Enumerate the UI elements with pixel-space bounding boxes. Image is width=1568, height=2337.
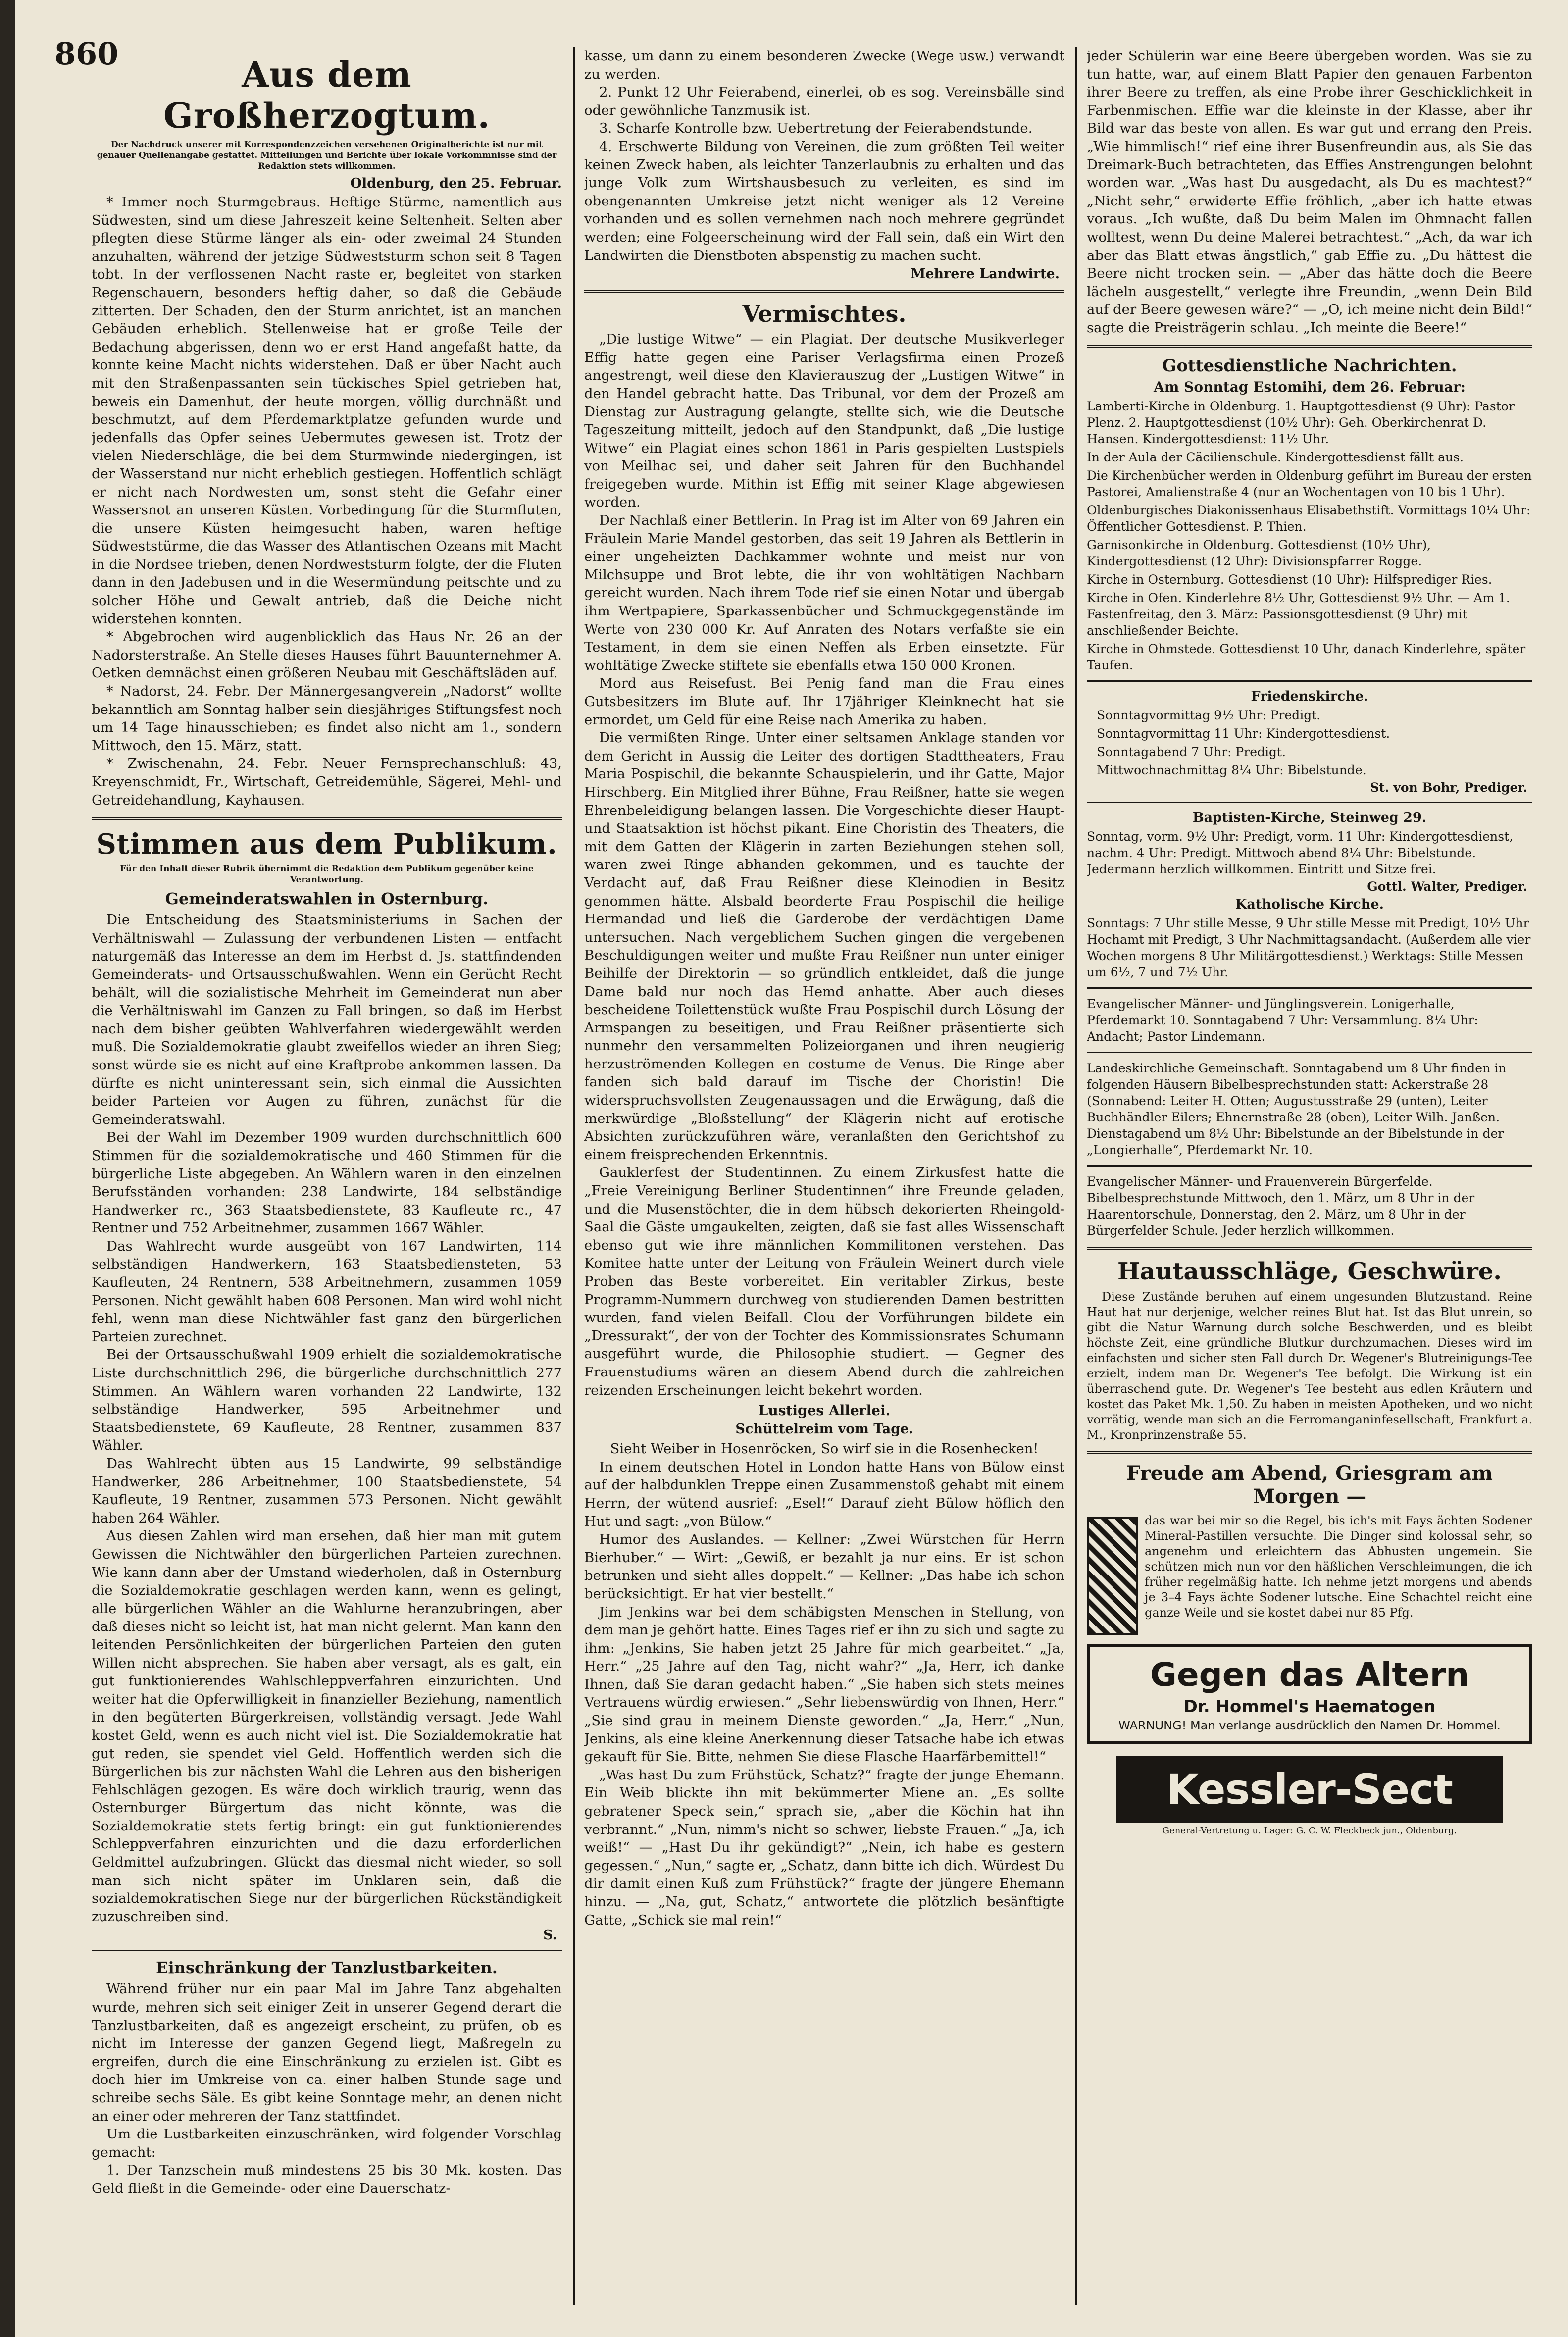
divider xyxy=(92,1950,562,1951)
ad-kessler-footer: General-Vertretung u. Lager: G. C. W. Fleckbeck jun., Oldenburg. xyxy=(1162,1825,1457,1836)
ad-hommel xyxy=(1087,1644,1532,1744)
friedenskirche-line: Sonntagvormittag 9½ Uhr: Predigt. xyxy=(1097,708,1321,722)
story-continuation: jeder Schülerin war eine Beere übergeben worden. Was sie zu tun hatte, war, auf einem Blatt Papier den genauen Farbenton ihrer Beere zu treffen, als eine Probe ihrer Geschicklichkeit in Farbenmischen. Effie war die kleinste in der Klasse, aber ihr Bild war das beste von allen. Es war gut und errang den Preis. „Wie himmlisch!“ rief eine ihrer Busenfreundin aus, als Sie das Dreimark-Buch betrachteten, das Effies Anstrengungen belohnt worden war. „Was hast Du ausgedacht, als Du es machtest?“ „Nicht sehr,“ erwiderte Effie fröhlich, „aber ich hatte etwas voraus. „Ich wußte, daß Du beim Malen im Ohmnacht fallen wolltest, wenn Du deine Malerei betrachtest.“ „Ach, da war ich aber das Blatt etwas ängstlich,“ gab Effie zu. „Du hättest die Beere nicht trocken sein. — „Aber das hätte doch die Beere lächeln ausgestellt,“ verlegte ihre Freundin, „wenn Dein Bild auf der Beere gewesen wäre?“ — „O, ich meine nicht dein Bild!“ sagte die Preisträgerin schlau. „Ich meinte die Beere!“ xyxy=(1087,48,1532,336)
friedenskirche-line: Sonntagvormittag 11 Uhr: Kindergottesdienst. xyxy=(1097,726,1390,741)
news-item: Die vermißten Ringe. Unter einer seltsamen Anklage standen vor dem Gericht in Aussig die Leiter des dortigen Stadttheaters, Frau Maria Pospischil, die bekannte Schauspielerin, und ihr Gatte, Major Hirschberg. Ein Mitglied ihrer Bühne, Frau Reißner, hatte sie wegen Ehrenbeleidigung belangen lassen. Die Vorgeschichte dieser Haupt- und Staatsaktion ist höchst pikant. Eine Choristin des Theaters, die mit dem Gatten der Klägerin in zarten Beziehungen stehen soll, waren zwei Ringe abhanden gekommen, und es tauchte der Verdacht auf, daß Frau Reißner diese Kleinodien in Besitz genommen hätte. Alsbald beorderte Frau Pospischil die heilige Hermandad und ließ die Garderobe der verdächtigen Dame untersuchen. Nach vergeblichem Suchen gingen die vergebenen Beschuldigungen weiter und mußte Frau Reißner nun unter einiger Beihilfe der Direktorin — so gründlich entkleidet, daß die junge Dame bald nur noch das Hemd anhatte. Aber auch dieses bescheidene Toilettenstück wußte Frau Pospischil durch Lösung der Armspangen zu beseitigen, und Frau Reißner präsentierte sich nunmehr den versammelten Polizeiorganen und ihren neugierig herzuströmenden Kollegen en costume de Venus. Die Ringe aber fanden sich bald darauf im Tische der Choristin! Die widerspruchsvollsten Zeugenaussagen und die Erwägung, daß die merkwürdige „Bloßstellung“ der Klägerin nicht auf erotische Absichten zurückzuführen wäre, veranlaßten den Gerichtshof zu einem freisprechenden Erkenntnis. xyxy=(584,730,1064,1163)
article-paragraph: Um die Lustbarkeiten einzuschränken, wird folgender Vorschlag gemacht: xyxy=(92,2126,562,2160)
column-1 xyxy=(92,47,562,2310)
section-title-publikum: Stimmen aus dem Publikum. xyxy=(96,828,557,861)
column-rule xyxy=(573,47,575,2305)
article-continuation: 3. Scharfe Kontrolle bzw. Uebertretung der Feierabendstunde. xyxy=(599,120,1033,137)
article-signature: Mehrere Landwirte. xyxy=(910,266,1060,282)
article-title-gemeinderatswahlen: Gemeinderatswahlen in Osternburg. xyxy=(165,889,489,909)
anecdote: Humor des Auslandes. — Kellner: „Zwei Würstchen für Herrn Bierhuber.“ — Wirt: „Gewiß, er bezahlt ja nur eins. Er ist schon betrunken und sieht alles doppelt.“ — Kellner: „Das habe ich schon berücksichtigt. Er hat vier bestellt.“ xyxy=(584,1531,1064,1602)
article-paragraph: Bei der Wahl im Dezember 1909 wurden durchschnittlich 600 Stimmen für die sozialdemokratische und 460 Stimmen für die bürgerliche Liste abgegeben. An Wählern waren in den einzelnen Berufsständen vorhanden: 238 Landwirte, 184 selbständige Handwerker rc., 363 Staatsbedienstete, 83 Kaufleute rc., 47 Rentner und 752 Arbeitnehmer, zusammen 1667 Wähler. xyxy=(92,1129,562,1236)
news-item: Mord aus Reisefust. Bei Penig fand man die Frau eines Gutsbesitzers im Blute auf. Ihr 17jähriger Kleinknecht hat sie ermordet, um Geld für eine Reise nach Amerika zu haben. xyxy=(584,675,1064,728)
church-entry: In der Aula der Cäcilienschule. Kindergottesdienst fällt aus. xyxy=(1087,450,1464,464)
article-paragraph: Die Entscheidung des Staatsministeriums in Sachen der Verhältniswahl — Zulassung der verbundenen Listen — entfacht naturgemäß das Interesse an dem im Herbst d. Js. stattfindenden Gemeinderats- und Ortsausschußwahlen. Wenn ein Gerücht Recht behält, will die sozialistische Mehrheit im Gemeinderat nun aber die Verhältniswahl im Ganzen zu Fall bringen, so daß im Herbst nach dem bisher geübten Wahlverfahren wiedergewählt werden muß. Die Sozialdemokratie glaubt zweifellos wieder an ihren Sieg; sonst würde sie es nicht auf eine Kraftprobe ankommen lassen. Da dürfte es nicht uninteressant sein, sich einmal die Aussichten beider Parteien vor Augen zu führen, zunächst für die Gemeinderatswahl. xyxy=(92,912,562,1127)
baptisten-signature: Gottl. Walter, Prediger. xyxy=(1367,879,1527,894)
section-divider xyxy=(1087,1247,1532,1250)
ornament-border-icon xyxy=(1087,1517,1138,1635)
page-binding-edge xyxy=(0,0,15,2337)
friedenskirche-line: Mittwochnachmittag 8¼ Uhr: Bibelstunde. xyxy=(1097,762,1366,777)
church-entry: Kirche in Ohmstede. Gottesdienst 10 Uhr, danach Kinderlehre, später Taufen. xyxy=(1087,641,1526,672)
page-number: 860 xyxy=(54,36,119,72)
news-item: * Abgebrochen wird augenblicklich das Haus Nr. 26 an der Nadorsterstraße. An Stelle dieses Hauses führt Bauunternehmer A. Oetken demnächst einen größeren Neubau mit Geschäftsläden auf. xyxy=(92,629,562,681)
ad-hommel-headline: Gegen das Altern xyxy=(1150,1655,1469,1694)
article-paragraph: Bei der Ortsausschußwahl 1909 erhielt die sozialdemokratische Liste durchschnittlich 296, die bürgerliche durchschnittlich 277 Stimmen. An Wählern waren vorhanden 22 Landwirte, 132 selbständige Handwerker, 595 Arbeitnehmer und Staatsbedienstete, 69 Kaufleute, 28 Rentner, zusammen 837 Wähler. xyxy=(92,1347,562,1454)
article-continuation: 4. Erschwerte Bildung von Vereinen, die zum größten Teil weiter keinen Zweck haben, als leichter Tanzerlaubnis zu erhalten und das junge Volk zum Wirtshausbesuch zu verleiten, es sind im obengenannten Umkreise jetzt nicht weniger als 12 Vereine vorhanden und es sollen vernehmen nach noch mehrere gegründet werden; eine Folgeerscheinung wird der Fall sein, daß ein Wirt den Landwirten die Dienstboten abspenstig zu machen sucht. xyxy=(584,138,1064,263)
publikum-note: Für den Inhalt dieser Rubrik übernimmt die Redaktion dem Publikum gegenüber keine Verantwortung. xyxy=(120,864,534,885)
ad-hautausschlaege-title: Hautausschläge, Geschwüre. xyxy=(1117,1257,1502,1285)
news-item: „Die lustige Witwe“ — ein Plagiat. Der deutsche Musikverleger Effig hatte gegen eine Pariser Verlagsfirma einen Prozeß angestrengt, weil diese den Klavierauszug der „Lustigen Witwe“ in den Handel gebracht hatte. Das Tribunal, vor dem der Prozeß am Dienstag zur Austragung gelangte, stellte sich, wie die Deutsche Tageszeitung mitteilt, jedoch auf den Standpunkt, daß „Die lustige Witwe“ ein Plagiat eines schon 1861 in Paris gespielten Lustspiels von Meilhac sei, und daher seit Jahren für den Buchhandel freigegeben wurde. Mithin ist Effig mit seiner Klage abgewiesen worden. xyxy=(584,331,1064,510)
divider xyxy=(1087,1165,1532,1167)
article-continuation: 2. Punkt 12 Uhr Feierabend, einerlei, ob es sog. Vereinsbälle sind oder gewöhnliche Tanzmusik ist. xyxy=(584,84,1064,118)
maennerverein-text: Evangelischer Männer- und Jünglingsverein. Lonigerhalle, Pferdemarkt 10. Sonntagabend 7 Uhr: Versammlung. 8¼ Uhr: Andacht; Pastor Lindemann. xyxy=(1087,996,1478,1044)
church-entry: Die Kirchenbücher werden in Oldenburg geführt im Bureau der ersten Pastorei, Amalienstraße 4 (nur an Wochentagen von 10 bis 1 Uhr). xyxy=(1087,468,1532,499)
ad-kessler-sect-logo: Kessler-Sect xyxy=(1116,1756,1503,1823)
baptisten-text: Sonntag, vorm. 9½ Uhr: Predigt, vorm. 11 Uhr: Kindergottesdienst, nachm. 4 Uhr: Predigt. Mittwoch abend 8¼ Uhr: Bibelstunde. Jedermann herzlich willkommen. Eintritt und Sitze frei. xyxy=(1087,829,1514,876)
church-entry: Lamberti-Kirche in Oldenburg. 1. Hauptgottesdienst (9 Uhr): Pastor Plenz. 2. Hauptgottesdienst (10½ Uhr): Geh. Oberkirchenrat D. Hansen. Kindergottesdienst: 11½ Uhr. xyxy=(1087,399,1515,446)
reprint-note: Der Nachdruck unserer mit Korrespondenzzeichen versehenen Originalberichte ist nur mit genauer Quellenangabe gestattet. Mitteilungen und Berichte über lokale Vorkommnisse sind der Redaktion stets willkommen. xyxy=(97,140,557,171)
news-item: * Zwischenahn, 24. Febr. Neuer Fernsprechanschluß: 43, Kreyenschmidt, Fr., Wirtschaft, Getreidemühle, Sägerei, Mehl- und Getreidehandlung, Kayhausen. xyxy=(92,756,562,808)
ad-hommel-warning: WARNUNG! Man verlange ausdrücklich den Namen Dr. Hommel. xyxy=(1118,1718,1501,1732)
ad-hautausschlaege xyxy=(1087,1258,1532,1443)
article-paragraph: Das Wahlrecht wurde ausgeübt von 167 Landwirten, 114 selbständigen Handwerkern, 163 Staatsbediensteten, 53 Kaufleuten, 24 Rentnern, 538 Arbeitnehmern, zusammen 1059 Personen. Nicht gewählt haben 608 Personen. Man wird wohl nicht fehl, wenn man diese Nichtwähler fast ganz den bürgerlichen Parteien zurechnet. xyxy=(92,1238,562,1345)
divider xyxy=(1087,1052,1532,1053)
friedenskirche-title: Friedenskirche. xyxy=(1251,688,1368,704)
church-news-title: Gottesdienstliche Nachrichten. xyxy=(1162,356,1457,376)
church-news-date: Am Sonntag Estomihi, dem 26. Februar: xyxy=(1154,378,1466,395)
friedenskirche-signature: St. von Bohr, Prediger. xyxy=(1370,780,1527,795)
section-divider xyxy=(92,817,562,820)
divider xyxy=(1087,802,1532,803)
lustiges-title: Lustiges Allerlei. xyxy=(758,1402,891,1419)
frauenverein-text: Evangelischer Männer- und Frauenverein Bürgerfelde. Bibelbesprechstunde Mittwoch, den 1. März, um 8 Uhr in der Haarentorschule, Donnerstag, den 2. März, um 8 Uhr in der Bürgerfelder Schule. Jeder herzlich willkommen. xyxy=(1087,1174,1475,1238)
news-item: * Immer noch Sturmgebraus. Heftige Stürme, namentlich aus Südwesten, sind um diese Jahreszeit keine Seltenheit. Selten aber pflegten diese Stürme länger als ein- oder zweimal 24 Stunden anzuhalten, während der jetzige Südweststurm schon seit 8 Tagen tobt. In der verflossenen Nacht raste er, begleitet von starken Regenschauern, besonders heftig daher, so daß die Gebäude zitterten. Der Schaden, den der Sturm anrichtet, ist an manchen Gebäuden erheblich. Stellenweise hat er große Teile der Bedachung abgerissen, denn wo er erst Hand angefaßt hatte, da konnte keine Macht nichts widerstehen. Daß er über Nacht auch mit den Straßenpassanten sein tückisches Spiel getrieben hat, beweis ein Damenhut, der heute morgen, völlig durchnäßt und beschmutzt, auf dem Pferdemarktplatze gefunden wurde und jedenfalls das Opfer seines Uebermutes gewesen ist. Trotz der vielen Niederschläge, die bei dem Sturmwinde niedergingen, ist der Wasserstand nur nicht erheblich gestiegen. Hoffentlich schlägt er nicht nach Nordwesten um, sonst steht die Gefahr einer Wassersnot an unseren Küsten. Vorbedingung für die Sturmfluten, die unsere Küsten heimgesucht haben, waren heftige Südweststürme, die das Wasser des Atlantischen Ozeans mit Macht in die Nordsee trieben, denen Nordweststurm folgte, der die Fluten dann in den Jadebusen und in die Wesermündung peitschte und zu solcher Höhe und Gewalt antrieb, daß die Deiche nicht widerstehen konnten. xyxy=(92,194,562,627)
article-paragraph: 1. Der Tanzschein muß mindestens 25 bis 30 Mk. kosten. Das Geld fließt in die Gemeinde- oder eine Dauerschatz- xyxy=(92,2162,562,2196)
anecdote: Jim Jenkins war bei dem schäbigsten Menschen in Stellung, von dem man je gehört hatte. Eines Tages rief er ihn zu sich und sagte zu ihm: „Jenkins, Sie haben jetzt 25 Jahre für mich gearbeitet.“ „Ja, Herr.“ „25 Jahre auf den Tag, nicht wahr?“ „Ja, Herr, ich danke Ihnen, daß Sie daran gedacht haben.“ „Sie haben sich stets meines Vertrauens würdig erwiesen.“ „Sehr liebenswürdig von Ihnen, Herr.“ „Sie sind grau in meinem Dienste geworden.“ „Ja, Herr.“ „Nun, Jenkins, als eine kleine Anerkennung dieser Tatsache habe ich etwas gekauft für Sie. Bitte, nehmen Sie diese Flasche Haarfärbemittel!“ xyxy=(584,1604,1064,1765)
church-entry: Oldenburgisches Diakonissenhaus Elisabethstift. Vormittags 10¼ Uhr: Öffentlicher Gottesdienst. P. Thien. xyxy=(1087,503,1531,534)
article-paragraph: Das Wahlrecht übten aus 15 Landwirte, 99 selbständige Handwerker, 286 Arbeitnehmer, 100 Staatsbedienstete, 54 Kaufleute, 19 Rentner, zusammen 573 Personen. Nicht gewählt haben 264 Wähler. xyxy=(92,1456,562,1526)
schuettelreim-title: Schüttelreim vom Tage. xyxy=(735,1422,913,1437)
divider xyxy=(1087,987,1532,989)
friedenskirche-line: Sonntagabend 7 Uhr: Predigt. xyxy=(1097,744,1286,759)
church-entry: Kirche in Osternburg. Gottesdienst (10 Uhr): Hilfsprediger Ries. xyxy=(1087,572,1492,587)
article-paragraph: Aus diesen Zahlen wird man ersehen, daß hier man mit gutem Gewissen die Nichtwähler den bürgerlichen Parteien zurechnen. Wie kann dann aber der Umstand wiederholen, daß in Osternburg die Sozialdemokratie geschlagen werden kann, wenn es gelingt, alle bürgerlichen Wähler an die Wahlurne heranzubringen, aber daß dieses nicht so leicht ist, hat man nicht gelernt. Man kann den leitenden Persönlichkeiten der bürgerlichen Parteien den guten Willen nicht absprechen. Sie haben aber versagt, als es galt, ein gut funktionierendes Wahlschleppverfahren einzurichten. Und weiter hat die Opferwilligkeit in finanzieller Beziehung, namentlich in den begüterten Bürgerkreisen, vollständig versagt. Jede Wahl kostet Geld, wenn es auch nicht viel ist. Die Sozialdemokratie hat gut reden, sie spendet viel Geld. Hoffentlich werden sich die Bürgerlichen bis zur nächsten Wahl die Lehren aus den bisherigen Fehlschlägen gezogen. Es wäre doch wirklich traurig, wenn das Osternburger Bürgertum das nicht könnte, was die Sozialdemokratie stets fertig bringt: ein gut funktionierendes Schleppverfahren einzurichten und die dazu erforderlichen Geldmittel aufzubringen. Glückt das diesmal nicht wieder, so soll man sich nicht später im Unklaren sein, daß die sozialdemokratischen Siege nur der bürgerlichen Rückständigkeit zuzuschreiben sind. xyxy=(92,1528,562,1925)
anecdote: „Was hast Du zum Frühstück, Schatz?“ fragte der junge Ehemann. Ein Weib blickte ihn mit bekümmerter Miene an. „Es sollte gebratener Speck sein,“ sprach sie, „aber die Köchin hat ihn verbrannt.“ „Nun, nimm's nicht so schwer, liebste Frauen.“ „Ja, ich weiß!“ — „Hast Du ihr gekündigt?“ „Nein, ich habe es gestern gegessen.“ „Nun,“ sagte er, „Schatz, dann bitte ich dich. Würdest Du dir damit einen Kuß zum Frühstück?“ fragte der jüngere Ehemann hinzu. — „Na, gut, Schatz,“ antwortete die plötzlich besänftigte Gatte, „Schick sie mal rein!“ xyxy=(584,1767,1064,1928)
ad-freude-title: Freude am Abend, Griesgram am Morgen — xyxy=(1126,1461,1493,1508)
article-signature: S. xyxy=(543,1928,557,1943)
ad-freude-text: das war bei mir so die Regel, bis ich's mit Fays ächten Sodener Mineral-Pastillen versuchte. Die Dinger sind kolossal sehr, so angenehm und erleichtern das Abhusten ungemein. Sie schützen mich nun vor den häßlichen Verschleimungen, die ich früher regelmäßig hatte. Ich nehme jetzt morgens und abends je 3–4 Fays ächte Sodener lutsche. Eine Schachtel reicht eine ganze Weile und sie kostet dabei nur 85 Pfg. xyxy=(1145,1513,1532,1620)
section-title-vermischtes: Vermischtes. xyxy=(742,301,907,328)
dateline: Oldenburg, den 25. Februar. xyxy=(350,176,562,191)
ad-hommel-product: Dr. Hommel's Haematogen xyxy=(1183,1696,1436,1717)
landeskirchliche-text: Landeskirchliche Gemeinschaft. Sonntagabend um 8 Uhr finden in folgenden Häusern Bibelbesprechstunden statt: Ackerstraße 28 (Sonnabend: Leiter H. Otten; Augustusstraße 29 (unten), Leiter Buchhändler Eilers; Ehnernstraße 28 (oben), Leiter Wilh. Janßen. Dienstagabend um 8½ Uhr: Bibelstunde an der Bibelstunde in der „Longierhalle“, Pferdemarkt Nr. 10. xyxy=(1087,1061,1507,1157)
katholisch-title: Katholische Kirche. xyxy=(1235,896,1384,912)
ad-hautausschlaege-text: Diese Zustände beruhen auf einem ungesunden Blutzustand. Reine Haut hat nur derjenige, welcher reines Blut hat. Ist das Blut unrein, so gibt die Natur Warnung durch solche Beschwerden, und es bleibt höchste Zeit, eine gründliche Blutkur durchzumachen. Dieses wird im einfachsten und sicher sten Fall durch Dr. Wegener's Blutreinigungs-Tee erzielt, indem man Dr. Wegener's Tee befolgt. Die Wirkung ist ein überraschend gute. Dr. Wegener's Tee besteht aus edlen Kräutern und kostet das Paket Mk. 1,50. Zu haben in meisten Apotheken, und wo nicht vorrätig, wende man sich an die Ferromanganinfesellschaft, Frankfurt a. M., Kronprinzenstraße 55. xyxy=(1087,1289,1532,1442)
katholisch-text: Sonntags: 7 Uhr stille Messe, 9 Uhr stille Messe mit Predigt, 10½ Uhr Hochamt mit Predigt, 3 Uhr Nachmittagsandacht. (Außerdem alle vier Wochen morgens 8 Uhr Militärgottesdienst.) Werktags: Stille Messen um 6½, 7 und 7½ Uhr. xyxy=(1087,915,1531,979)
section-divider xyxy=(1087,1451,1532,1454)
baptisten-title: Baptisten-Kirche, Steinweg 29. xyxy=(1192,810,1427,825)
column-2 xyxy=(584,47,1064,2310)
article-continuation: kasse, um dann zu einem besonderen Zwecke (Wege usw.) verwandt zu werden. xyxy=(584,48,1064,82)
anecdote: In einem deutschen Hotel in London hatte Hans von Bülow einst auf der halbdunklen Treppe einen Zusammenstoß gehabt mit einem Herrn, der wütend ausrief: „Esel!“ Darauf zieht Bülow höflich den Hut und sagt: „von Bülow.“ xyxy=(584,1459,1064,1529)
news-item: Der Nachlaß einer Bettlerin. In Prag ist im Alter von 69 Jahren ein Fräulein Marie Mandel gestorben, das seit 19 Jahren als Bettlerin in einer ungeheizten Dachkammer wohnte und meist nur von Milchsuppe und Brot lebte, die ihr von wohltätigen Nachbarn gereicht wurden. Nach ihrem Tode rief sie einen Notar und übergab ihm Wertpapiere, Sparkassenbücher und Schmuckgegenstände im Werte von 230 000 Kr. Auf Anraten des Notars verfaßte sie ein Testament, in dem sie einen Neffen als Erben einsetzte. Für wohltätige Zwecke stiftete sie ebenfalls etwa 150 000 Kronen. xyxy=(584,512,1064,673)
column-3 xyxy=(1087,47,1532,2052)
news-item: Gauklerfest der Studentinnen. Zu einem Zirkusfest hatte die „Freie Vereinigung Berliner Studentinnen“ ihre Freunde geladen, und die Musenstöchter, die in dem hübsch dekorierten Rheingold-Saal die Gäste umgaukelten, zeigten, daß sie fast alles Wissenschaft ebenso gut wie ihre männlichen Kommilitonen verstehen. Das Komitee hatte unter der Leitung von Fräulein Weinert durch viele Proben das Beste vorbereitet. Ein veritabler Zirkus, beste Programm-Nummern durchweg von studierenden Damen bestritten wurden, fand vielen Beifall. Clou der Vorführungen bildete ein „Dressurakt“, der von der Tochter des Kommissionsrates Schumann ausgeführt wurde, die Philosophie studiert. — Gegner des Frauenstudiums wären an diesem Abend durch die zahlreichen reizenden Erscheinungen leicht bekehrt worden. xyxy=(584,1165,1064,1398)
schuettelreim-verse: Sieht Weiber in Hosenröcken, So wirf sie in die Rosenhecken! xyxy=(610,1441,1039,1457)
column-rule xyxy=(1075,47,1077,2305)
church-entry: Garnisonkirche in Oldenburg. Gottesdienst (10½ Uhr), Kindergottesdienst (12 Uhr): Divisionspfarrer Rogge. xyxy=(1087,537,1431,568)
article-paragraph: Während früher nur ein paar Mal im Jahre Tanz abgehalten wurde, mehren sich seit einiger Zeit in unserer Gegend derart die Tanzlustbarkeiten, daß es angezeigt erscheint, zu prüfen, ob es nicht im Interesse der ganzen Gegend liegt, Maßregeln zu ergreifen, durch die eine Einschränkung zu erzielen ist. Gibt es doch hier im Umkreise von ca. einer halben Stunde sage und schreibe sechs Säle. Es gibt keine Sonntage mehr, an denen nicht an einer oder mehreren der Tanz stattfindet. xyxy=(92,1981,562,2124)
article-title-tanzlustbarkeiten: Einschränkung der Tanzlustbarkeiten. xyxy=(156,1958,498,1978)
news-item: * Nadorst, 24. Febr. Der Männergesangverein „Nadorst“ wollte bekanntlich am Sonntag halber sein diesjähriges Stiftungsfest noch um 14 Tage hinausschieben; es findet also nicht am 1., sondern Mittwoch, den 15. März, statt. xyxy=(92,683,562,754)
section-title-grossherzogtum: Aus dem Großherzogtum. xyxy=(163,54,490,136)
church-entry: Kirche in Ofen. Kinderlehre 8½ Uhr, Gottesdienst 9½ Uhr. — Am 1. Fastenfreitag, den 3. März: Passionsgottesdienst (9 Uhr) mit anschließender Beichte. xyxy=(1087,590,1510,638)
ad-freude-am-abend xyxy=(1087,1462,1532,1635)
section-divider xyxy=(584,290,1064,293)
section-divider xyxy=(1087,345,1532,348)
divider xyxy=(1087,680,1532,682)
